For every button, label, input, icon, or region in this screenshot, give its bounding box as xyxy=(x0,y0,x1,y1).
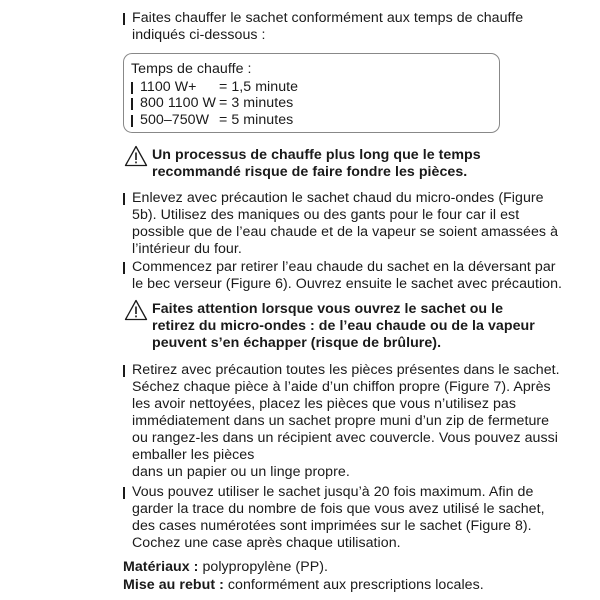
warning-1-line-2: recommandé risque de faire fondre les pièces. xyxy=(152,164,468,180)
materials-label: Matériaux : xyxy=(123,559,199,575)
intro-line-2: indiqués ci-dessous : xyxy=(132,27,266,43)
disposal-value: conformément aux prescriptions locales. xyxy=(227,577,484,593)
paragraph-2-line: Commencez par retirer l’eau chaude du sachet en la déversant par xyxy=(132,259,556,275)
paragraph-2-line: le bec verseur (Figure 6). Ouvrez ensuite le sachet avec précaution. xyxy=(132,276,563,292)
paragraph-3-line: Retirez avec précaution toutes les pièces présentes dans le sachet. xyxy=(132,362,560,378)
materials-line xyxy=(123,559,328,576)
bullet-marker xyxy=(131,115,133,127)
paragraph-1-line: l’intérieur du four. xyxy=(132,241,242,257)
paragraph-4-line: Vous pouvez utiliser le sachet jusqu’à 20 fois maximum. Afin de xyxy=(132,484,534,500)
disposal-label: Mise au rebut : xyxy=(123,577,224,593)
heating-row-time: = 1,5 minute xyxy=(219,79,299,95)
paragraph-3-line: emballer les pièces xyxy=(132,447,255,463)
paragraph-4-line: des cases numérotées sont imprimées sur le sachet (Figure 8). xyxy=(132,518,532,534)
bullet-marker xyxy=(131,98,133,110)
paragraph-3-line: immédiatement dans un sachet propre muni d’un zip de fermeture xyxy=(132,413,550,429)
bullet-marker xyxy=(123,487,125,499)
paragraph-3-line: les avoir nettoyées, placez les pièces que vous n’utilisez pas xyxy=(132,396,517,412)
bullet-marker xyxy=(123,262,125,274)
materials-value: polypropylène (PP). xyxy=(202,559,329,575)
bullet-marker xyxy=(123,193,125,205)
paragraph-1-line: possible que de l’eau chaude et de la vapeur se soient amassées à xyxy=(132,224,559,240)
bullet-marker xyxy=(131,82,133,94)
bullet-marker xyxy=(123,13,125,25)
intro-line-1: Faites chauffer le sachet conformément aux temps de chauffe xyxy=(132,10,524,26)
warning-2-line-3: peuvent s’en échapper (risque de brûlure). xyxy=(152,335,442,351)
paragraph-4-line: Cochez une case après chaque utilisation. xyxy=(132,535,401,551)
paragraph-3-line: ou rangez-les dans un récipient avec couvercle. Vous pouvez aussi xyxy=(132,430,558,446)
warning-2-line-1: Faites attention lorsque vous ouvrez le sachet ou le xyxy=(152,301,504,317)
warning-1-line-1: Un processus de chauffe plus long que le temps xyxy=(152,147,481,163)
heating-row-power: 500–750W xyxy=(140,112,210,128)
disposal-line xyxy=(123,577,484,594)
warning-triangle-icon xyxy=(124,299,148,321)
heating-row-time: = 3 minutes xyxy=(219,95,294,111)
paragraph-4-line: garder la trace du nombre de fois que vous avez utilisé le sachet, xyxy=(132,501,545,517)
paragraph-1-line: Enlevez avec précaution le sachet chaud du micro-ondes (Figure xyxy=(132,190,544,206)
paragraph-3-line: dans un papier ou un linge propre. xyxy=(132,464,350,480)
paragraph-3-line: Séchez chaque pièce à l’aide d’un chiffon propre (Figure 7). Après xyxy=(132,379,551,395)
paragraph-1-line: 5b). Utilisez des maniques ou des gants pour le four car il est xyxy=(132,207,520,223)
heating-row-power: 800 1100 W xyxy=(140,95,216,111)
heating-box-title: Temps de chauffe : xyxy=(131,61,252,77)
bullet-marker xyxy=(123,365,125,377)
heating-row-time: = 5 minutes xyxy=(219,112,294,128)
heating-row-power: 1100 W+ xyxy=(140,79,197,95)
warning-2-line-2: retirez du micro-ondes : de l’eau chaude ou de la vapeur xyxy=(152,318,535,334)
warning-triangle-icon xyxy=(124,145,148,167)
